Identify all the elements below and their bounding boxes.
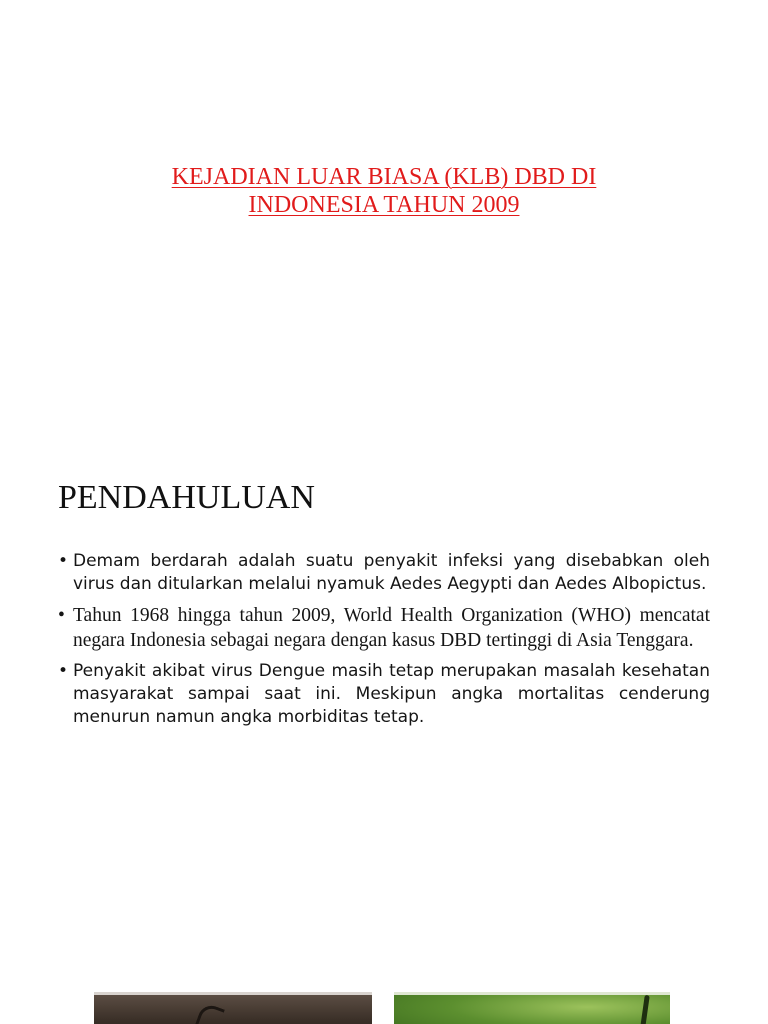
plant-stem-icon [639,995,650,1024]
bullet-item [58,603,710,653]
bullet-text: Tahun 1968 hingga tahun 2009, World Health Organization (WHO) mencatat negara Indonesia sebagai negara dengan kasus DBD tertinggi di Asia Tenggara. [73,605,710,651]
mosquito-icon [194,1002,225,1024]
section-heading: PENDAHULUAN [58,479,315,516]
slide-introduction [0,432,768,977]
title-line-2: INDONESIA TAHUN 2009 [248,192,520,218]
bullet-list [58,550,710,736]
bullet-text: Demam berdarah adalah suatu penyakit infeksi yang disebabkan oleh virus dan ditularkan melalui nyamuk Aedes Aegypti dan Aedes Albopictus. [73,551,710,594]
bullet-icon: • [58,551,69,571]
mosquito-photo [94,992,372,1024]
bullet-icon: • [58,661,69,681]
slide-title [0,0,768,432]
bullet-icon: • [58,605,65,626]
slide-title-text [0,163,768,219]
bullet-item [58,660,710,729]
bullet-item [58,550,710,596]
title-line-1: KEJADIAN LUAR BIASA (KLB) DBD DI [171,164,597,190]
bullet-text: Penyakit akibat virus Dengue masih tetap merupakan masalah kesehatan masyarakat sampai saat ini. Meskipun angka mortalitas cenderung menurun namun angka morbiditas tetap. [73,661,710,727]
plant-photo [394,992,670,1024]
slide-photos [0,977,768,1024]
